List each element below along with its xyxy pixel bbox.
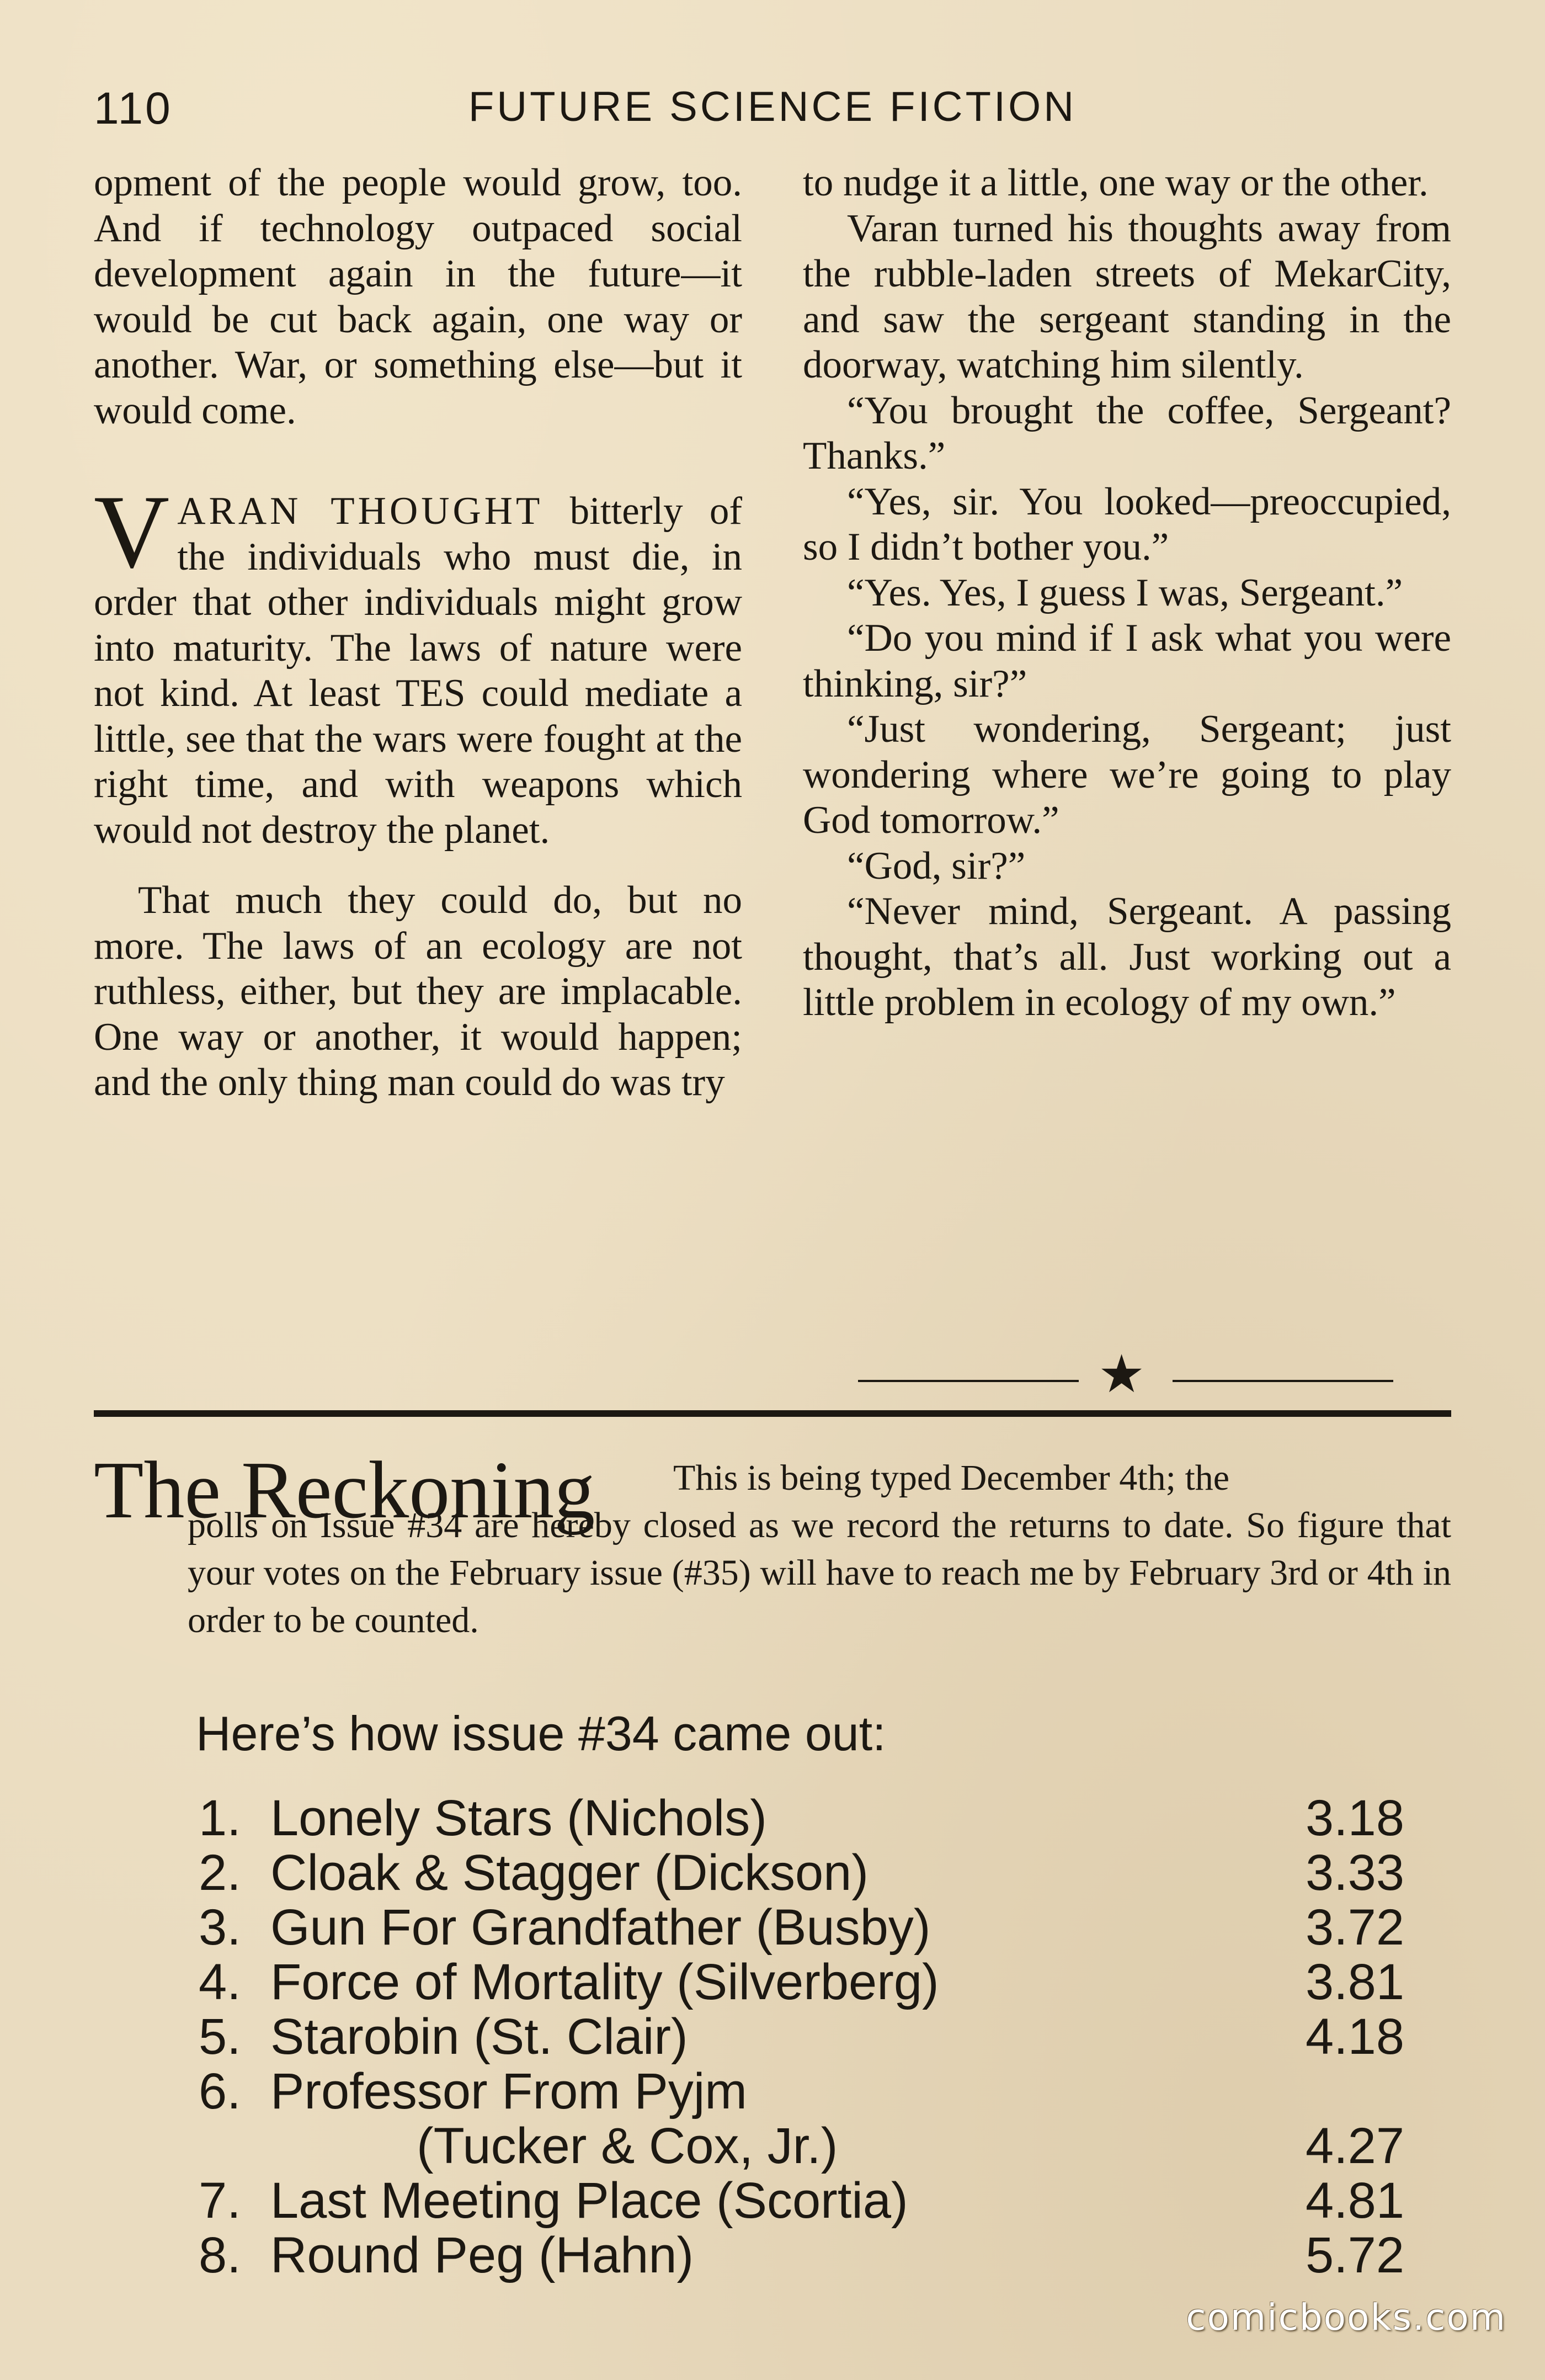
result-rank: 5. xyxy=(199,2009,241,2065)
result-row xyxy=(199,2010,1404,2064)
result-title: Lonely Stars (Nichols) xyxy=(270,1790,767,1846)
result-rank: 8. xyxy=(199,2227,241,2283)
result-rank: 1. xyxy=(199,1790,241,1846)
dialogue-line: “Never mind, Sergeant. A passing thought, that’s all. Just working out a little problem in ecology of my own.” xyxy=(803,890,1451,1024)
result-score: 4.81 xyxy=(1305,2172,1404,2229)
story-paragraph: opment of the people would grow, too. And if technology outpaced social development again in the future—it would be cut back again, one way or another. War, or something else—but it would come. xyxy=(94,161,742,432)
result-rank: 7. xyxy=(199,2172,241,2229)
result-score: 3.81 xyxy=(1305,1954,1404,2010)
separator-line xyxy=(1173,1380,1393,1382)
result-title: Cloak & Stagger (Dickson) xyxy=(270,1845,869,1901)
dialogue-line: “God, sir?” xyxy=(847,844,1026,888)
page-number: 110 xyxy=(94,83,173,134)
result-title: Force of Mortality (Silverberg) xyxy=(270,1954,939,2010)
story-paragraph-dropcap xyxy=(94,474,742,853)
dialogue-line: “You brought the coffee, Sergeant? Thanks.” xyxy=(803,389,1451,477)
result-title: Gun For Grandfather (Busby) xyxy=(270,1899,931,1956)
running-header xyxy=(94,83,1451,144)
story-column-left xyxy=(94,160,742,1106)
result-rank: 4. xyxy=(199,1954,241,2010)
reckoning-heading: The Reckoning xyxy=(94,1445,595,1536)
result-title: Last Meeting Place (Scortia) xyxy=(270,2172,908,2229)
dialogue-line: “Do you mind if I ask what you were thinking, sir?” xyxy=(803,617,1451,705)
result-rank: 3. xyxy=(199,1899,241,1956)
result-score: 3.18 xyxy=(1305,1790,1404,1846)
result-title: Round Peg (Hahn) xyxy=(270,2227,694,2283)
result-row xyxy=(199,2228,1404,2283)
result-row xyxy=(199,1900,1404,1955)
result-row xyxy=(199,1846,1404,1900)
separator-line xyxy=(858,1380,1079,1382)
result-title: Professor From Pyjm xyxy=(270,2063,747,2119)
magazine-title: FUTURE SCIENCE FICTION xyxy=(468,83,1077,130)
result-row xyxy=(199,1955,1404,2010)
dialogue-line: “Just wondering, Sergeant; just wondering where we’re going to play God tomorrow.” xyxy=(803,708,1451,842)
result-score: 3.72 xyxy=(1305,1899,1404,1956)
result-title-continued: (Tucker & Cox, Jr.) xyxy=(417,2118,838,2174)
result-title: Starobin (St. Clair) xyxy=(270,2009,688,2065)
intro-first-line: This is being typed December 4th; the xyxy=(673,1458,1230,1498)
result-score: 5.72 xyxy=(1305,2227,1404,2283)
result-score: 4.18 xyxy=(1305,2009,1404,2065)
story-paragraph: That much they could do, but no more. The laws of an ecology are not ruthless, either, but they are implacable. One way or another, it would happen; and the only thing man could do was try xyxy=(94,879,742,1104)
drop-cap: V xyxy=(94,474,170,590)
result-rank: 2. xyxy=(199,1845,241,1901)
result-row xyxy=(199,1791,1404,1846)
lead-in-smallcaps: ARAN THOUGHT xyxy=(177,490,544,533)
story-paragraph: to nudge it a little, one way or the other. xyxy=(803,161,1429,204)
story-paragraph: Varan turned his thoughts away from the rubble-laden streets of MekarCity, and saw the sergeant standing in the doorway, watching him silently. xyxy=(803,206,1451,386)
result-row xyxy=(199,2064,1404,2119)
dialogue-line: “Yes. Yes, I guess I was, Sergeant.” xyxy=(847,571,1403,614)
result-rank: 6. xyxy=(199,2063,241,2119)
star-icon: ★ xyxy=(1098,1345,1146,1404)
story-column-right xyxy=(803,160,1451,1026)
result-score: 3.33 xyxy=(1305,1845,1404,1901)
paragraph-text: bitterly of the individuals who must die, in order that other individuals might grow into maturity. The laws of nature were not kind. At least TES could mediate a little, see that the wars were fought at the right time, and with weapons which would not destroy the planet. xyxy=(94,490,742,852)
result-row-continued xyxy=(199,2119,1404,2174)
results-subheading: Here’s how issue #34 came out: xyxy=(196,1706,886,1761)
dialogue-line: “Yes, sir. You looked—preoccupied, so I didn’t bother you.” xyxy=(803,480,1451,569)
result-row xyxy=(199,2174,1404,2228)
story-end-separator xyxy=(858,1345,1393,1404)
section-divider xyxy=(94,1410,1451,1417)
results-list xyxy=(199,1791,1404,2283)
reckoning-intro xyxy=(188,1454,1451,1644)
site-watermark: comicbooks.com xyxy=(1186,2296,1506,2339)
intro-text: polls on Issue #34 are hereby closed as we record the returns to date. So figure that your votes on the February issue (#35) will have to reach me by February 3rd or 4th in order to be counted. xyxy=(188,1505,1451,1640)
result-score: 4.27 xyxy=(1305,2118,1404,2174)
